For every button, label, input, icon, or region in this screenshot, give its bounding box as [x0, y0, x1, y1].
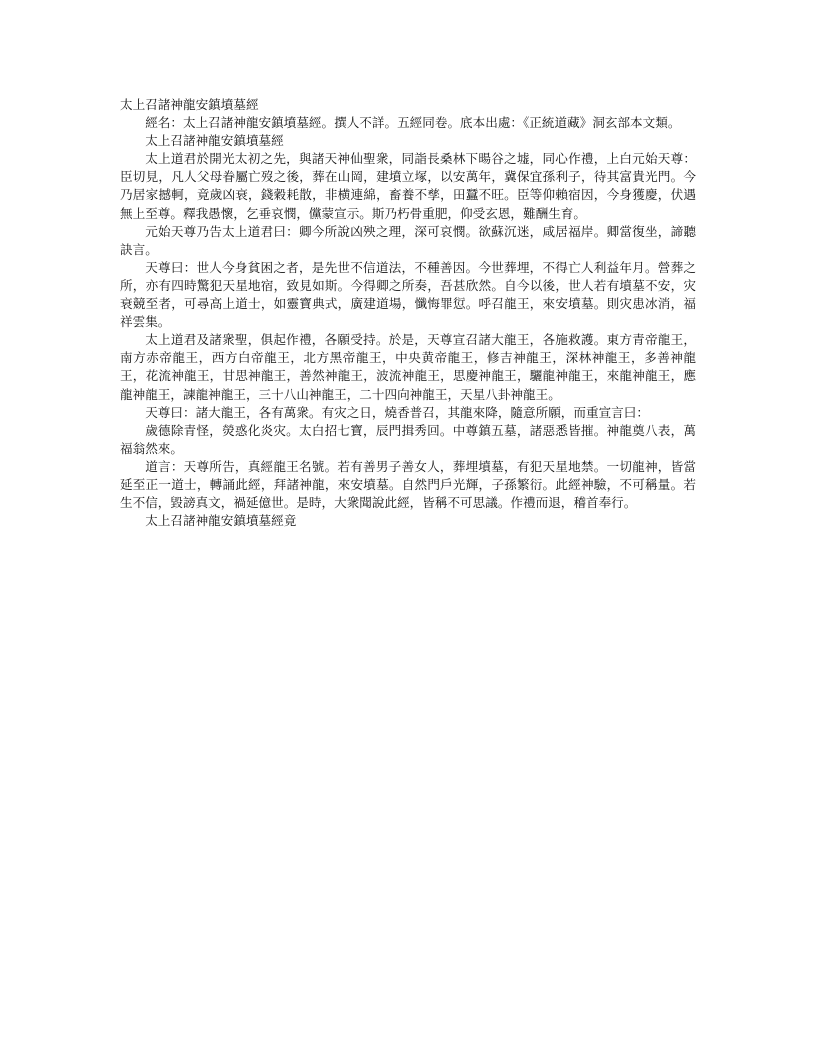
body-paragraph: 太上道君於開光太初之先，與諸天神仙聖衆，同詣長桑林下暘谷之墟，同心作禮，上白元始天尊：臣切見，凡人父母眷屬亡歿之後，葬在山岡，建墳立塚，以安萬年，冀保宜孫利子，待其富貴光門。今乃居家撼軻，竟歲凶衰，錢穀耗散，非横連綿，畜養不孳，田蠶不旺。臣等仰賴宿因，今身獲慶，伏遇無上至尊。釋我愚懷，乞垂哀憫，儻蒙宣示。斯乃朽骨重肥，仰受玄恩，難酬生育。 — [120, 151, 696, 221]
document-title: 太上召諸神龍安鎮墳墓經 — [120, 97, 259, 112]
scripture-heading: 太上召諸神龍安鎮墳墓經 — [145, 133, 284, 149]
body-paragraph: 天尊曰：世人今身貧困之者，是先世不信道法，不種善因。今世葬埋，不得亡人利益年月。營葬之所，亦有四時驚犯天星地宿，致見如斯。今得卿之所奏，吾甚欣然。自今以後，世人若有墳墓不安，灾衰競至者，可尋高上道士，如靈寶典式，廣建道場，懺悔罪愆。呼召龍王，來安墳墓。則灾患冰消，福祥雲集。 — [120, 259, 696, 330]
body-paragraph: 道言：天尊所告，真經龍王名號。若有善男子善女人，葬埋墳墓，有犯天星地禁。一切龍神，皆當延至正一道士，轉誦此經，拜諸神龍，來安墳墓。自然門戶光輝，子孫繁衍。此經神驗，不可稱量。若生不信，毀謗真文，禍延億世。是時，大衆聞說此經，皆稱不可思議。作禮而退，稽首奉行。 — [120, 458, 696, 511]
document-page — [120, 96, 696, 530]
body-paragraph: 天尊曰：諸大龍王，各有萬衆。有灾之日，燒香普召，其龍來降，隨意所願，而重宣言曰： — [145, 404, 649, 420]
verse-paragraph: 歲德除青怪，熒惑化炎灾。太白招七寶，辰門揖秀回。中尊鎮五墓，諸惡悉皆摧。神龍奠八表，萬福翁然來。 — [120, 422, 696, 456]
body-paragraph: 元始天尊乃告太上道君曰：卿今所說凶殃之理，深可哀憫。欲蘇沉迷，咸居福岸。卿當復坐，諦聽訣言。 — [120, 223, 696, 257]
scripture-end-line: 太上召諸神龍安鎮墳墓經竟 — [145, 513, 297, 529]
body-paragraph: 太上道君及諸衆聖，俱起作禮，各願受持。於是，天尊宣召諸大龍王，各施救護。東方青帝龍王，南方赤帝龍王，西方白帝龍王，北方黑帝龍王，中央黄帝龍王，修吉神龍王，深林神龍王，多善神龍王，花流神龍王，甘思神龍王，善然神龍王，波流神龍王，思慶神龍王，驪龍神龍王，來龍神龍王，應龍神龍王，諫龍神龍王，三十八山神龍王，二十四向神龍王，天星八卦神龍王。 — [120, 332, 696, 402]
scripture-info-paragraph: 經名：太上召諸神龍安鎮墳墓經。撰人不詳。五經同卷。底本出處：《正統道藏》洞玄部本文類。 — [145, 115, 681, 131]
